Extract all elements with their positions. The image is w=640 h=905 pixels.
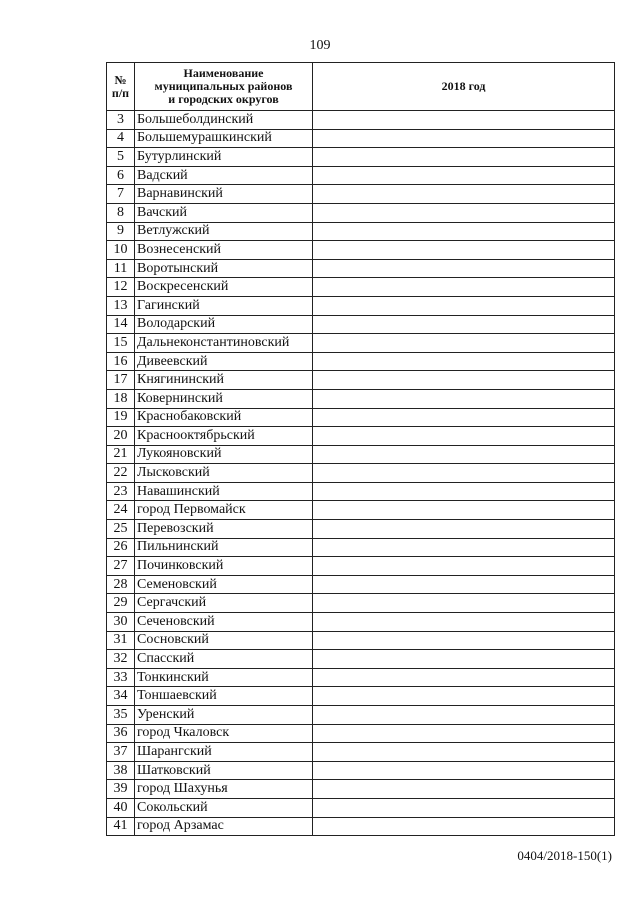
header-year: 2018 год — [313, 63, 615, 111]
row-name: Пильнинский — [135, 538, 313, 557]
row-value — [313, 520, 615, 539]
table-row — [107, 352, 615, 371]
row-number: 36 — [107, 724, 135, 743]
row-name: Дивеевский — [135, 352, 313, 371]
row-value — [313, 501, 615, 520]
table-row — [107, 427, 615, 446]
table-row — [107, 780, 615, 799]
table-row — [107, 743, 615, 762]
row-number: 30 — [107, 613, 135, 632]
table-row — [107, 241, 615, 260]
row-number: 8 — [107, 203, 135, 222]
row-number: 24 — [107, 501, 135, 520]
row-name: Ветлужский — [135, 222, 313, 241]
row-number: 9 — [107, 222, 135, 241]
table-row — [107, 575, 615, 594]
table-row — [107, 687, 615, 706]
row-number: 4 — [107, 129, 135, 148]
row-name: Шатковский — [135, 761, 313, 780]
row-name: Гагинский — [135, 296, 313, 315]
row-name: Сосновский — [135, 631, 313, 650]
row-value — [313, 482, 615, 501]
row-name: Семеновский — [135, 575, 313, 594]
row-name: Володарский — [135, 315, 313, 334]
row-name: Вачский — [135, 203, 313, 222]
row-value — [313, 761, 615, 780]
row-value — [313, 352, 615, 371]
row-number: 32 — [107, 650, 135, 669]
row-number: 23 — [107, 482, 135, 501]
row-number: 38 — [107, 761, 135, 780]
header-name-line: муниципальных районов — [154, 79, 293, 93]
row-number: 3 — [107, 111, 135, 130]
row-name: город Чкаловск — [135, 724, 313, 743]
row-number: 29 — [107, 594, 135, 613]
row-number: 15 — [107, 334, 135, 353]
row-number: 21 — [107, 445, 135, 464]
row-value — [313, 222, 615, 241]
row-value — [313, 743, 615, 762]
table-row — [107, 334, 615, 353]
row-number: 22 — [107, 464, 135, 483]
row-number: 40 — [107, 798, 135, 817]
row-number: 13 — [107, 296, 135, 315]
row-value — [313, 631, 615, 650]
row-name: Сергачский — [135, 594, 313, 613]
row-value — [313, 445, 615, 464]
row-value — [313, 241, 615, 260]
row-value — [313, 594, 615, 613]
row-number: 20 — [107, 427, 135, 446]
row-number: 7 — [107, 185, 135, 204]
row-number: 41 — [107, 817, 135, 836]
table-row — [107, 557, 615, 576]
row-value — [313, 538, 615, 557]
page-number: 109 — [309, 38, 331, 53]
table-row — [107, 148, 615, 167]
table-row — [107, 613, 615, 632]
table-row — [107, 724, 615, 743]
row-value — [313, 371, 615, 390]
row-name: Перевозский — [135, 520, 313, 539]
row-name: Варнавинский — [135, 185, 313, 204]
row-value — [313, 408, 615, 427]
row-name: город Шахунья — [135, 780, 313, 799]
row-name: Сеченовский — [135, 613, 313, 632]
row-number: 18 — [107, 389, 135, 408]
row-number: 25 — [107, 520, 135, 539]
row-name: Лукояновский — [135, 445, 313, 464]
row-value — [313, 613, 615, 632]
table-row — [107, 389, 615, 408]
table-row — [107, 594, 615, 613]
row-name: Княгининский — [135, 371, 313, 390]
row-value — [313, 687, 615, 706]
row-name: Уренский — [135, 706, 313, 725]
row-name: Бутурлинский — [135, 148, 313, 167]
table-row — [107, 668, 615, 687]
row-name: Воскресенский — [135, 278, 313, 297]
table-row — [107, 371, 615, 390]
document-code: 0404/2018-150(1) — [517, 848, 612, 863]
row-number: 6 — [107, 166, 135, 185]
header-name-line: и городских округов — [168, 92, 279, 106]
table-row — [107, 650, 615, 669]
row-name: Спасский — [135, 650, 313, 669]
row-value — [313, 724, 615, 743]
table-row — [107, 408, 615, 427]
table-row — [107, 798, 615, 817]
row-name: Краснооктябрьский — [135, 427, 313, 446]
row-name: Навашинский — [135, 482, 313, 501]
row-value — [313, 817, 615, 836]
row-name: Тонкинский — [135, 668, 313, 687]
row-name: город Арзамас — [135, 817, 313, 836]
table-row — [107, 761, 615, 780]
row-number: 16 — [107, 352, 135, 371]
row-number: 19 — [107, 408, 135, 427]
row-value — [313, 798, 615, 817]
table-row — [107, 538, 615, 557]
row-value — [313, 185, 615, 204]
row-number: 10 — [107, 241, 135, 260]
row-name: Вознесенский — [135, 241, 313, 260]
row-value — [313, 427, 615, 446]
row-number: 27 — [107, 557, 135, 576]
table-row — [107, 129, 615, 148]
table-row — [107, 278, 615, 297]
row-number: 35 — [107, 706, 135, 725]
row-number: 14 — [107, 315, 135, 334]
row-value — [313, 334, 615, 353]
row-name: Большемурашкинский — [135, 129, 313, 148]
row-value — [313, 706, 615, 725]
row-value — [313, 389, 615, 408]
table-row — [107, 631, 615, 650]
header-num — [107, 63, 135, 111]
row-value — [313, 148, 615, 167]
row-number: 39 — [107, 780, 135, 799]
row-number: 37 — [107, 743, 135, 762]
row-value — [313, 259, 615, 278]
row-value — [313, 111, 615, 130]
row-number: 28 — [107, 575, 135, 594]
header-name-line: Наименование — [183, 66, 264, 80]
row-value — [313, 668, 615, 687]
table-row — [107, 445, 615, 464]
row-name: Шарангский — [135, 743, 313, 762]
row-name: Вадский — [135, 166, 313, 185]
table-row — [107, 259, 615, 278]
table-row — [107, 482, 615, 501]
table-row — [107, 296, 615, 315]
row-number: 26 — [107, 538, 135, 557]
row-name: Лысковский — [135, 464, 313, 483]
row-value — [313, 296, 615, 315]
row-number: 33 — [107, 668, 135, 687]
row-number: 12 — [107, 278, 135, 297]
row-number: 11 — [107, 259, 135, 278]
row-number: 34 — [107, 687, 135, 706]
row-value — [313, 166, 615, 185]
header-num-line: № — [114, 72, 127, 87]
table-row — [107, 464, 615, 483]
row-name: город Первомайск — [135, 501, 313, 520]
row-value — [313, 650, 615, 669]
row-name: Дальнеконстантиновский — [135, 334, 313, 353]
row-value — [313, 780, 615, 799]
row-number: 5 — [107, 148, 135, 167]
table-row — [107, 520, 615, 539]
row-name: Тоншаевский — [135, 687, 313, 706]
row-name: Сокольский — [135, 798, 313, 817]
row-name: Большеболдинский — [135, 111, 313, 130]
row-value — [313, 278, 615, 297]
table-row — [107, 315, 615, 334]
header-name — [135, 63, 313, 111]
row-number: 17 — [107, 371, 135, 390]
row-value — [313, 203, 615, 222]
table-row — [107, 166, 615, 185]
table-row — [107, 706, 615, 725]
row-number: 31 — [107, 631, 135, 650]
municipal-table — [106, 62, 615, 836]
row-value — [313, 464, 615, 483]
header-num-line: п/п — [111, 85, 130, 100]
row-value — [313, 129, 615, 148]
row-name: Воротынский — [135, 259, 313, 278]
row-value — [313, 557, 615, 576]
row-name: Краснобаковский — [135, 408, 313, 427]
row-value — [313, 315, 615, 334]
row-name: Починковский — [135, 557, 313, 576]
table-body — [107, 111, 615, 836]
row-name: Ковернинский — [135, 389, 313, 408]
table-row — [107, 222, 615, 241]
table-row — [107, 817, 615, 836]
table-header-row — [107, 63, 615, 111]
table-row — [107, 111, 615, 130]
row-value — [313, 575, 615, 594]
table-row — [107, 501, 615, 520]
table-row — [107, 185, 615, 204]
table-row — [107, 203, 615, 222]
